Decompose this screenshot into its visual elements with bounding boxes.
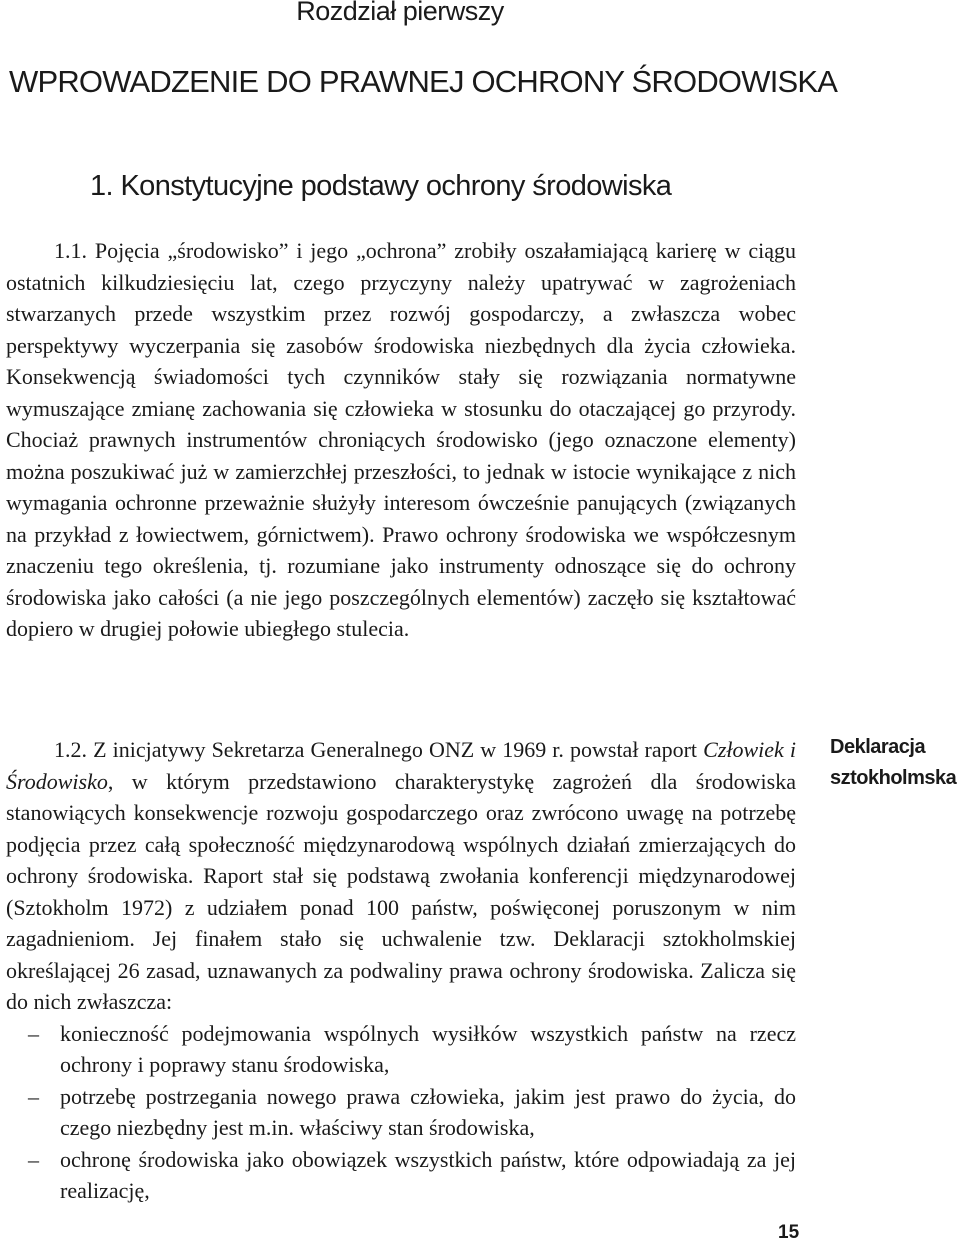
dash-bullet: – — [28, 1146, 39, 1172]
list-item-text: potrzebę postrzegania nowego prawa człowieka, jakim jest prawo do życia, do czego niezbędny jest m.in. właściwy stan środowiska, — [60, 1083, 796, 1140]
chapter-label: Rozdział pierwszy — [296, 0, 504, 26]
paragraph-2-body — [6, 734, 796, 1018]
paragraph-number: 1.2. — [54, 737, 87, 762]
paragraph-text-intro: Z inicjatywy Sekretarza Generalnego ONZ w 1969 r. powstał raport — [93, 737, 698, 762]
chapter-title: WPROWADZENIE DO PRAWNEJ OCHRONY ŚRODOWISKA — [9, 64, 838, 99]
margin-note — [830, 732, 960, 794]
paragraph-2 — [6, 734, 796, 1207]
paragraph-text-rest: , w którym przedstawiono charakterystykę zagrożeń dla środowiska stanowiących konsekwencje rozwoju gospodarczego oraz zwrócono uwagę na potrzebę podjęcia przez całą społeczność międzynarodową wspólnych działań zmierzających do ochrony środowiska. Raport stał się podstawą zwołania konferencji międzynarodowej (Sztokholm 1972) z udziałem ponad 100 państw, poświęconej poruszonym w nim zagadnieniom. Jej finałem stało się uchwalenie tzw. Deklaracji sztokholmskiej określającej 26 zasad, uznawanych za podwaliny prawa ochrony środowiska. Zalicza się do nich zwłaszcza: — [6, 768, 796, 1014]
margin-note-line: sztokholmska — [830, 767, 957, 789]
list-item — [6, 1018, 796, 1081]
report-title: Człowiek i Środowisko — [6, 737, 797, 794]
paragraph-number: 1.1. — [54, 238, 87, 263]
list-item — [6, 1081, 796, 1144]
paragraph-text: Pojęcia „środowisko” i jego „ochrona” zrobiły oszałamiającą karierę w ciągu ostatnich kilkudziesięciu lat, czego przyczyny należy upatrywać w zagrożeniach stwarzanych przede wszystkim przez rozwój gospodarczy, a zwłaszcza wobec perspektywy wyczerpania się zasobów środowiska niezbędnych dla życia człowieka. Konsekwencją świadomości tych czynników stały się rozwiązania normatywne wymuszające zmianę zachowania się człowieka w stosunku do otaczającej go przyrody. Chociaż prawnych instrumentów chroniących środowisko (jego oznaczone elementy) można poszukiwać już w zamierzchłej przeszłości, to jednak w istocie wynikające z nich wymagania ochronne przeważnie służyły interesom ówcześnie panujących (związanych na przykład z łowiectwem, górnictwem). Prawo ochrony środowiska we współczesnym znaczeniu tego określenia, tj. rozumiane jako instrumenty odnoszące się do ochrony środowiska jako całości (a nie jego poszczególnych elementów) zaczęło się kształtować dopiero w drugiej połowie ubiegłego stulecia. — [6, 238, 797, 641]
page-number: 15 — [778, 1222, 800, 1243]
dash-bullet: – — [28, 1083, 39, 1109]
list-item — [6, 1144, 796, 1207]
margin-note-line: Deklaracja — [830, 736, 926, 758]
dash-bullet: – — [28, 1020, 39, 1046]
list-item-text: konieczność podejmowania wspólnych wysiłków wszystkich państw na rzecz ochrony i poprawy stanu środowiska, — [60, 1020, 796, 1077]
section-title: 1. Konstytucyjne podstawy ochrony środowiska — [90, 170, 672, 202]
paragraph-1 — [6, 235, 796, 645]
list-item-text: ochronę środowiska jako obowiązek wszystkich państw, które odpowiadają za jej realizację, — [60, 1146, 796, 1203]
